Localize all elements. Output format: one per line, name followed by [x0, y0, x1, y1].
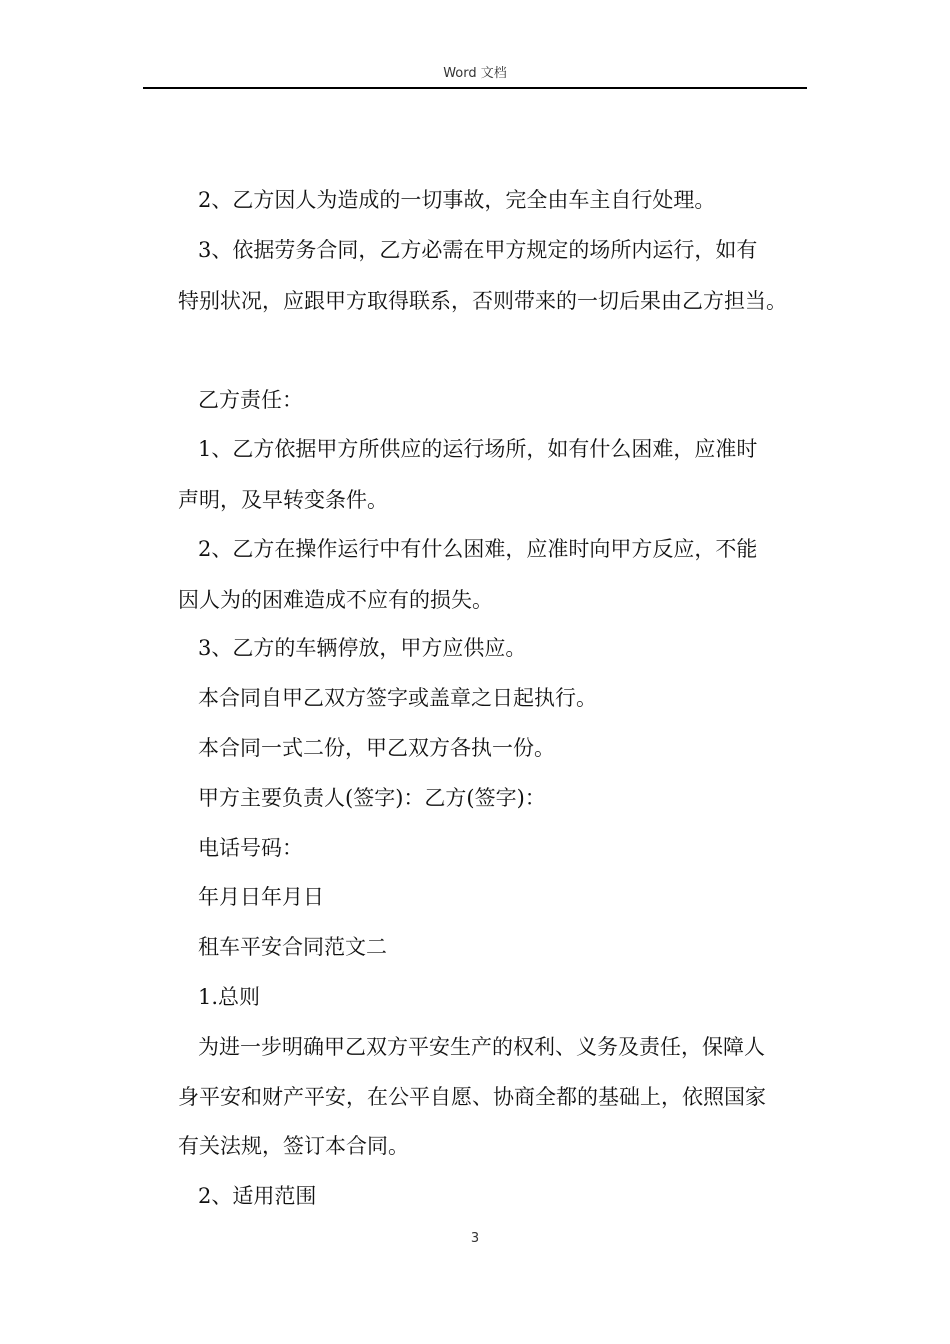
document-title: 租车平安合同范文二	[198, 935, 387, 959]
paragraph-line: 2、乙方在操作运行中有什么困难，应准时向甲方反应，不能	[198, 537, 758, 561]
header-rule	[143, 87, 807, 89]
paragraph-line: 本合同一式二份，甲乙双方各执一份。	[198, 736, 555, 760]
section-heading: 1.总则	[198, 985, 261, 1009]
phone-line: 电话号码：	[198, 836, 303, 860]
paragraph-line: 3、乙方的车辆停放，甲方应供应。	[198, 636, 527, 660]
page-number: 3	[470, 1231, 480, 1246]
page-header: Word 文档	[443, 66, 507, 81]
section-heading: 乙方责任：	[198, 388, 303, 412]
paragraph-line: 为进一步明确甲乙双方平安生产的权利、义务及责任，保障人	[198, 1035, 765, 1059]
paragraph-line: 本合同自甲乙双方签字或盖章之日起执行。	[198, 686, 597, 710]
signature-line: 甲方主要负责人(签字)：乙方(签字)：	[198, 786, 546, 810]
paragraph-line: 3、依据劳务合同，乙方必需在甲方规定的场所内运行，如有	[198, 238, 758, 262]
date-line: 年月日年月日	[198, 885, 324, 909]
paragraph-line: 因人为的困难造成不应有的损失。	[178, 588, 493, 612]
paragraph-line: 1、乙方依据甲方所供应的运行场所，如有什么困难，应准时	[198, 437, 758, 461]
paragraph-line: 2、乙方因人为造成的一切事故，完全由车主自行处理。	[198, 188, 716, 212]
paragraph-line: 有关法规，签订本合同。	[178, 1134, 409, 1158]
section-heading: 2、适用范围	[198, 1184, 317, 1208]
paragraph-line: 声明，及早转变条件。	[178, 488, 388, 512]
paragraph-line: 身平安和财产平安，在公平自愿、协商全都的基础上，依照国家	[178, 1085, 766, 1109]
paragraph-line: 特别状况，应跟甲方取得联系，否则带来的一切后果由乙方担当。	[178, 289, 787, 313]
